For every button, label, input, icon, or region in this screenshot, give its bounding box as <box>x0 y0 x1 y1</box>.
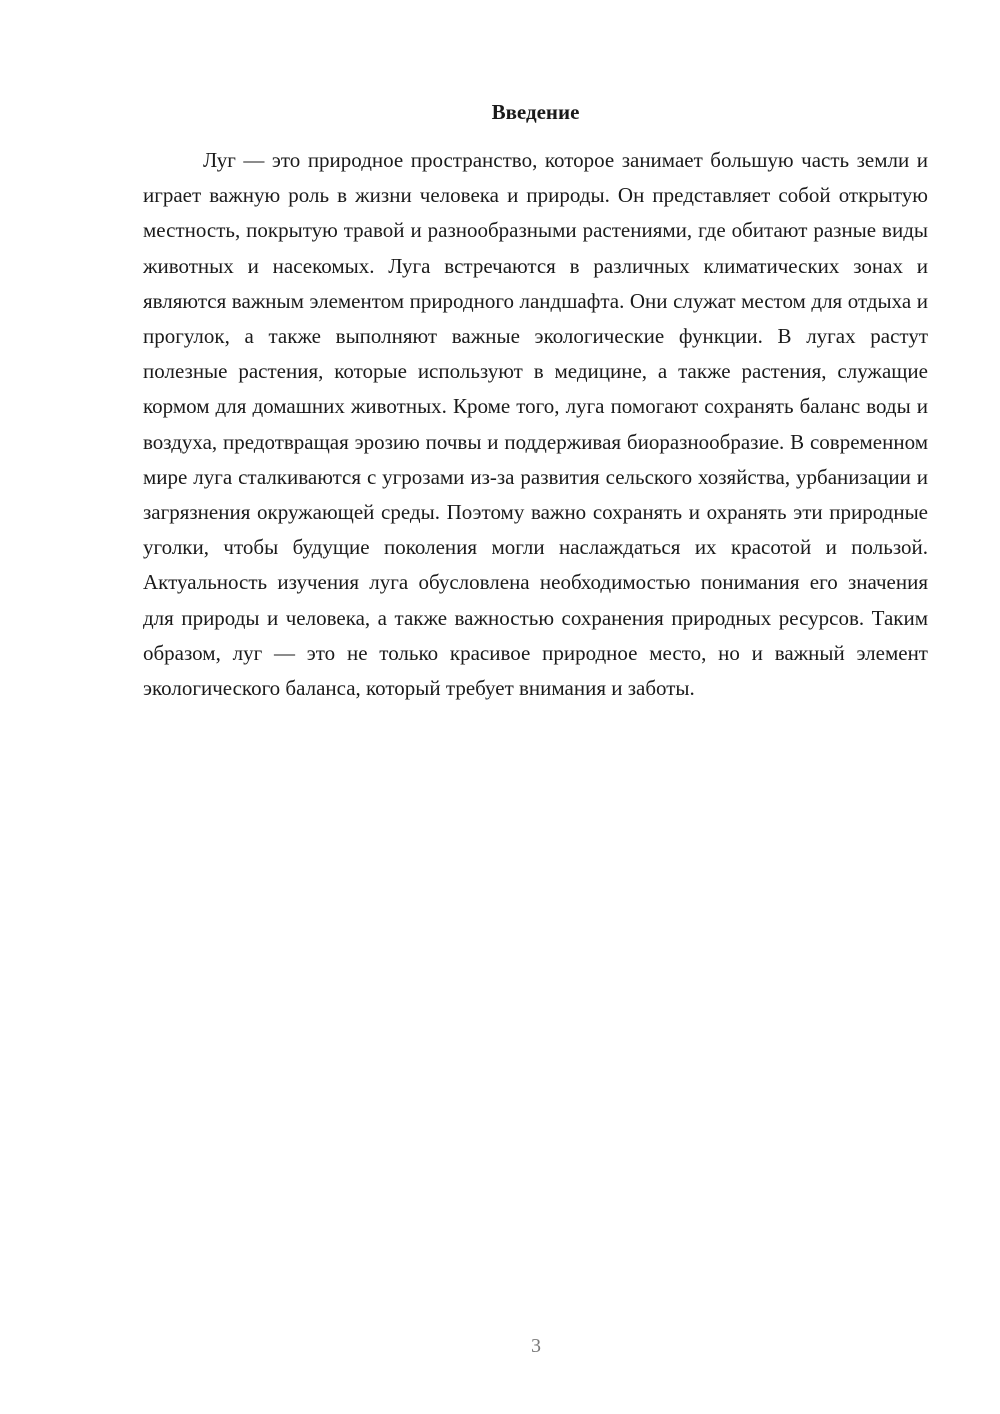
body-paragraph: Луг — это природное пространство, которое занимает большую часть земли и играет важную роль в жизни человека и природы. Он представляет собой открытую местность, покрытую травой и разнообразными растениями, где обитают разные виды животных и насекомых. Луга встречаются в различных климатических зонах и являются важным элементом природного ландшафта. Они служат местом для отдыха и прогулок, а также выполняют важные экологические функции. В лугах растут полезные растения, которые используют в медицине, а также растения, служащие кормом для домашних животных. Кроме того, луга помогают сохранять баланс воды и воздуха, предотвращая эрозию почвы и поддерживая биоразнообразие. В современном мире луга сталкиваются с угрозами из-за развития сельского хозяйства, урбанизации и загрязнения окружающей среды. Поэтому важно сохранять и охранять эти природные уголки, чтобы будущие поколения могли наслаждаться их красотой и пользой. Актуальность изучения луга обусловлена необходимостью понимания его значения для природы и человека, а также важностью сохранения природных ресурсов. Таким образом, луг — это не только красивое природное место, но и важный элемент экологического баланса, который требует внимания и заботы. <box>143 148 928 701</box>
page-number: 3 <box>531 1335 541 1357</box>
section-heading: Введение <box>491 100 580 124</box>
